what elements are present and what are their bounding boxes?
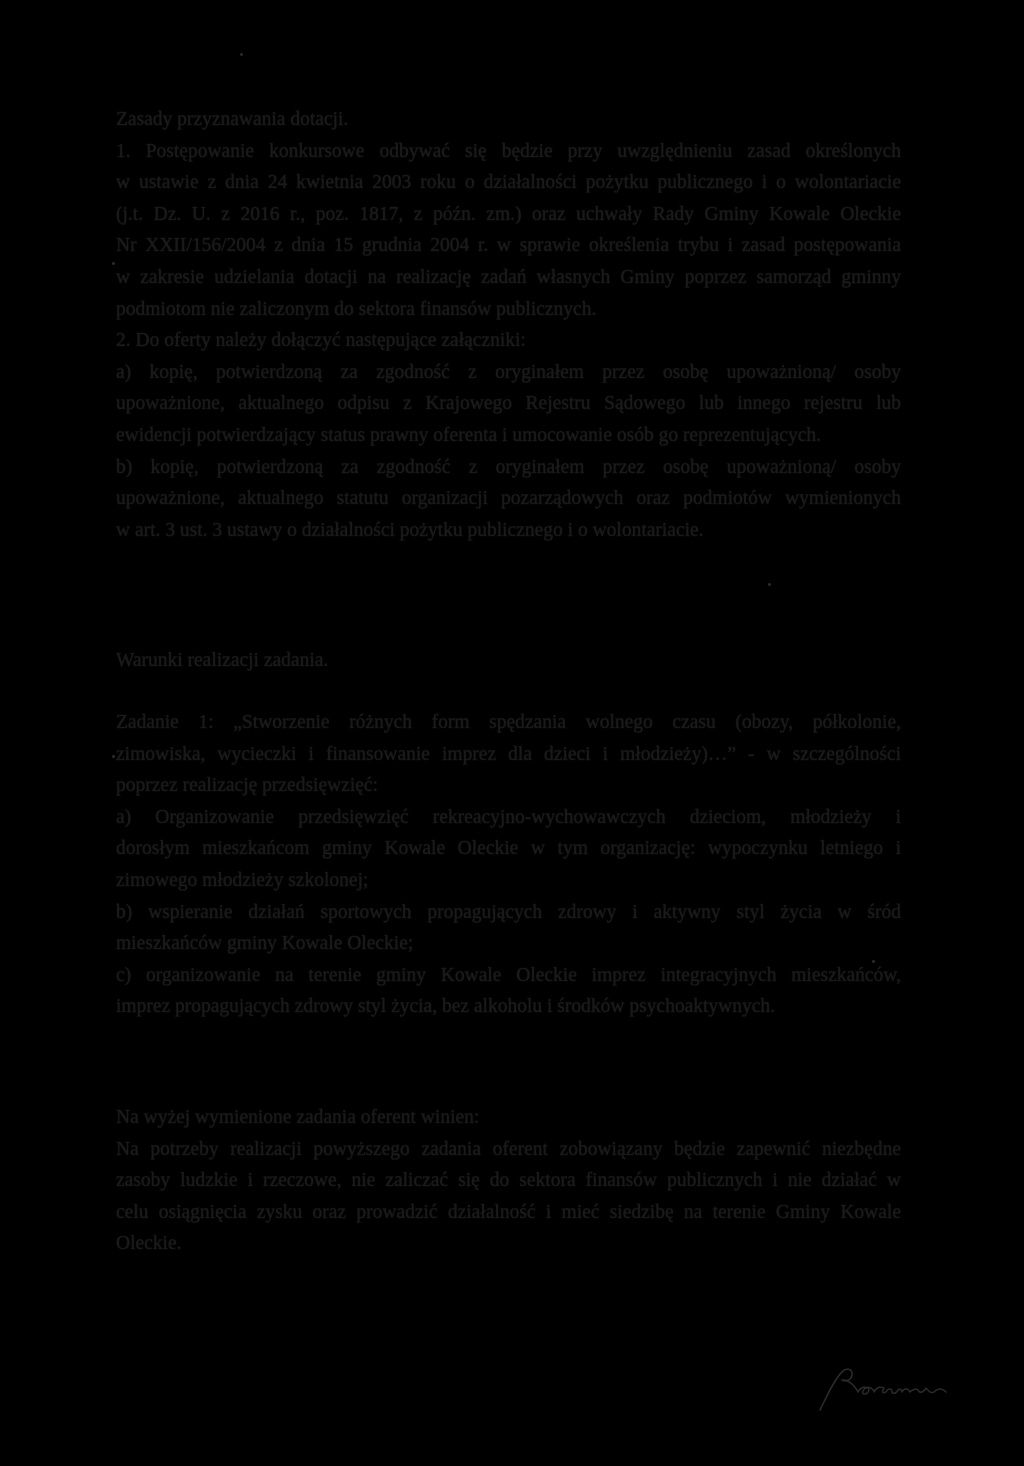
- text-line: 2. Do oferty należy dołączyć następujące załączniki:: [116, 330, 526, 352]
- scan-speck: [240, 53, 243, 56]
- text-line: podmiotom nie zaliczonym do sektora finansów publicznych.: [116, 298, 597, 320]
- handwritten-signature: [812, 1358, 962, 1418]
- text-line: (j.t. Dz. U. z 2016 r., poz. 1817, z późn. zm.) oraz uchwały Rady Gminy Kowale Oleckie: [116, 203, 901, 225]
- text-line: Zadanie 1: „Stworzenie różnych form spędzania wolnego czasu (obozy, półkolonie,: [116, 712, 901, 733]
- section-heading-rules: Zasady przyznawania dotacji.: [116, 109, 349, 130]
- text-line: zimowiska, wycieczki i finansowanie imprez dla dzieci i młodzieży)…” - w szczególności: [116, 743, 901, 765]
- scan-speck: [872, 960, 875, 963]
- task-block: [116, 707, 901, 1023]
- text-line: mieszkańców gminy Kowale Oleckie;: [116, 933, 414, 955]
- text-line: zasoby ludzkie i rzeczowe, nie zaliczać się do sektora finansów publicznych i nie działać w: [116, 1170, 901, 1192]
- scan-speck: [112, 262, 115, 265]
- text-line: Nr XXII/156/2004 z dnia 15 grudnia 2004 r. w sprawie określenia trybu i zasad postępowania: [116, 235, 901, 257]
- text-line: Oleckie.: [116, 1233, 182, 1255]
- text-line: b) wspieranie działań sportowych propagujących zdrowy i aktywny styl życia w śród: [116, 901, 901, 923]
- text-line: zimowego młodzieży szkolonej;: [116, 869, 369, 891]
- text-line: a) kopię, potwierdzoną za zgodność z oryginałem przez osobę upoważnioną/ osoby: [116, 361, 901, 383]
- section-heading-conditions: Warunki realizacji zadania.: [116, 650, 329, 671]
- text-line: w zakresie udzielania dotacji na realizację zadań własnych Gminy poprzez samorząd gminny: [116, 266, 901, 288]
- scan-speck: [768, 583, 771, 586]
- text-line: dorosłym mieszkańcom gminy Kowale Oleckie w tym organizację: wypoczynku letniego i: [116, 838, 901, 860]
- section-conditions: [116, 645, 901, 677]
- text-line: Na potrzeby realizacji powyższego zadania oferent zobowiązany będzie zapewnić niezbędne: [116, 1138, 901, 1160]
- text-line: 1. Postępowanie konkursowe odbywać się będzie przy uwzględnieniu zasad określonych: [116, 140, 901, 162]
- text-line: upoważnione, aktualnego statutu organizacji pozarządowych oraz podmiotów wymienionych: [116, 488, 901, 510]
- text-line: w art. 3 ust. 3 ustawy o działalności pożytku publicznego i o wolontariacie.: [116, 519, 704, 541]
- section-rules: [116, 104, 901, 546]
- text-line: c) organizowanie na terenie gminy Kowale Oleckie imprez integracyjnych mieszkańców,: [116, 964, 901, 986]
- text-line: upoważnione, aktualnego odpisu z Krajowego Rejestru Sądowego lub innego rejestru lub: [116, 393, 901, 415]
- text-line: a) Organizowanie przedsięwzięć rekreacyjno-wychowawczych dzieciom, młodzieży i: [116, 806, 901, 828]
- text-line: poprzez realizację przedsięwzięć:: [116, 775, 378, 797]
- text-line: Na wyżej wymienione zadania oferent winien:: [116, 1107, 480, 1128]
- text-line: imprez propagujących zdrowy styl życia, bez alkoholu i środków psychoaktywnych.: [116, 996, 776, 1018]
- text-line: w ustawie z dnia 24 kwietnia 2003 roku o działalności pożytku publicznego i o wolontariacie: [116, 172, 901, 194]
- text-line: celu osiągnięcia zysku oraz prowadzić działalność i mieć siedzibę na terenie Gminy Kowale: [116, 1201, 901, 1223]
- scan-speck: [112, 755, 115, 758]
- text-line: ewidencji potwierdzający status prawny oferenta i umocowanie osób go reprezentujących.: [116, 424, 821, 446]
- text-line: b) kopię, potwierdzoną za zgodność z oryginałem przez osobę upoważnioną/ osoby: [116, 456, 901, 478]
- section-obligations: [116, 1102, 901, 1260]
